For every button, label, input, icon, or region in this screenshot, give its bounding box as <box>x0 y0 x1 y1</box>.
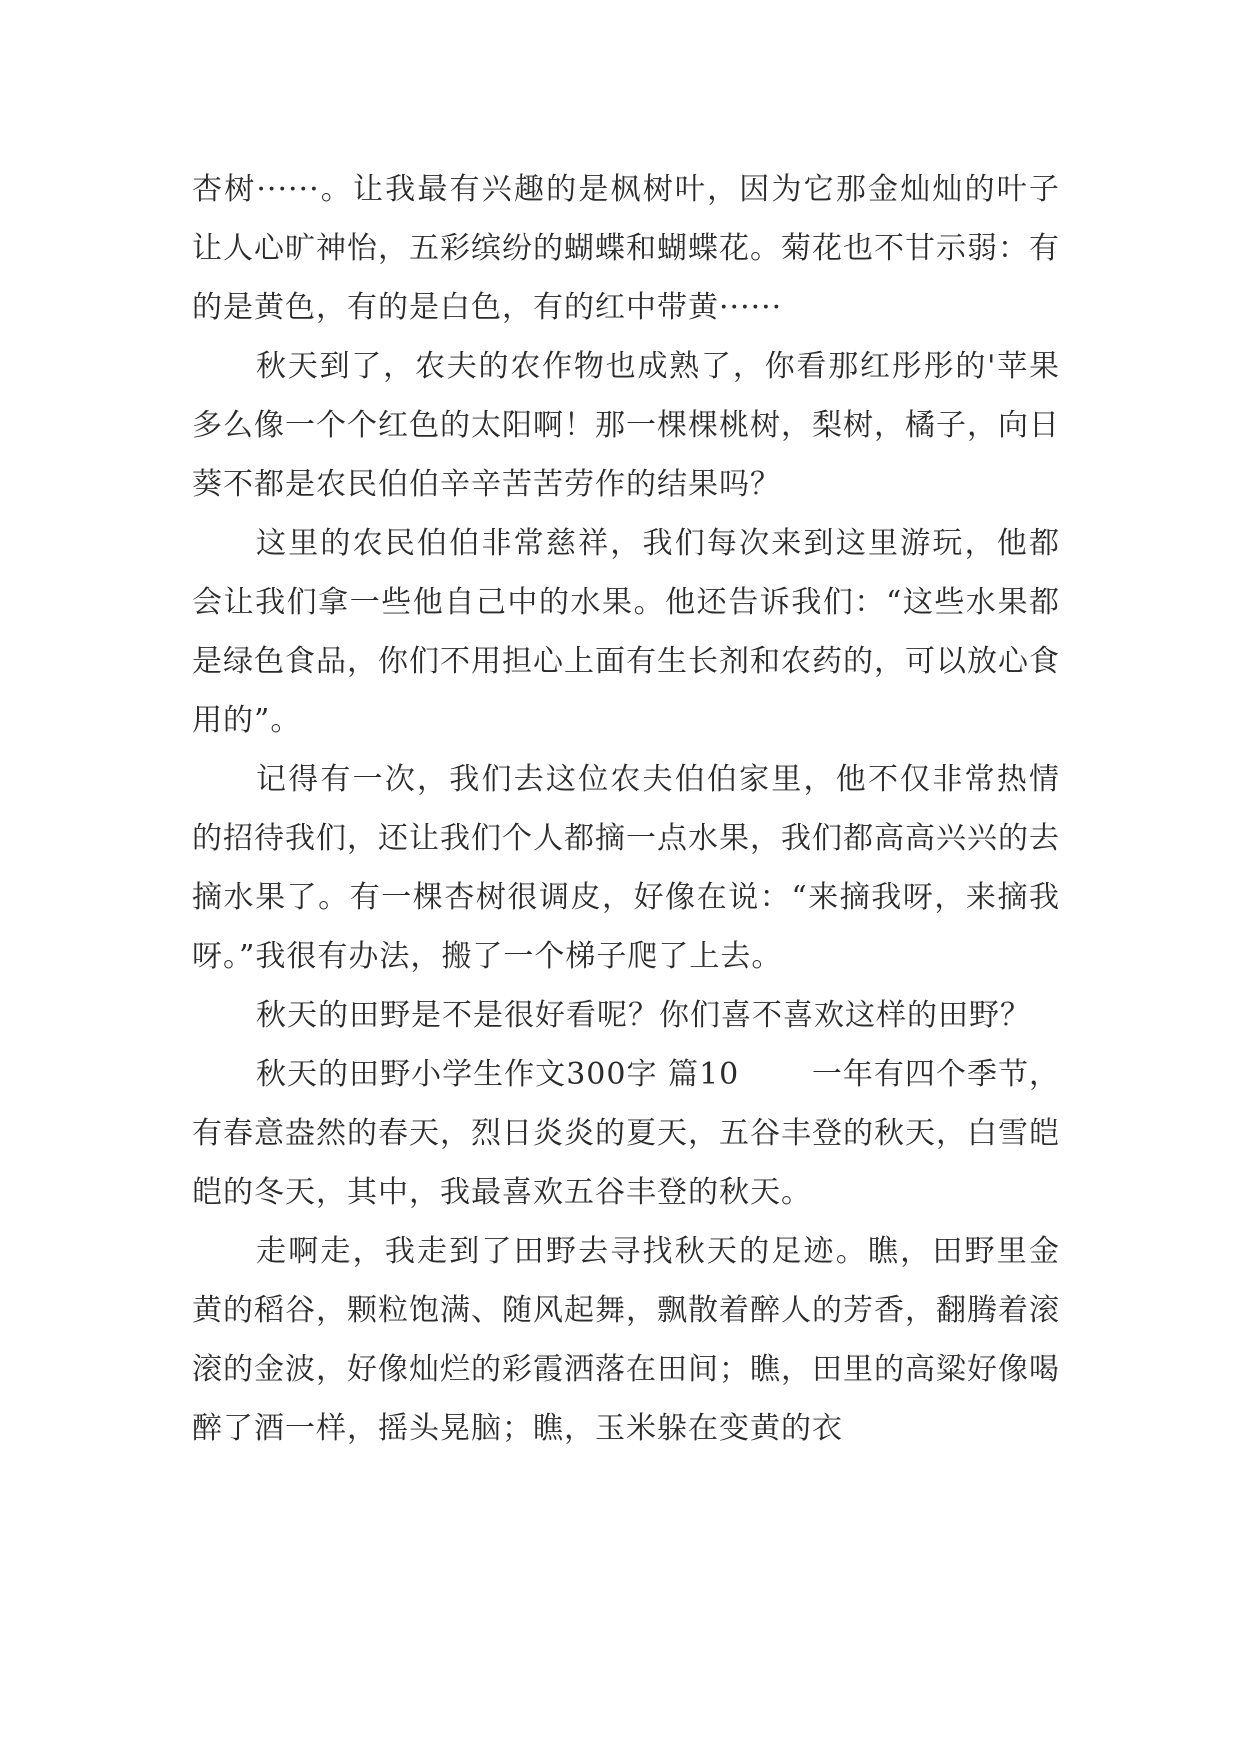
paragraph-field-walk: 走啊走，我走到了田野去寻找秋天的足迹。瞧，田野里金黄的稻谷，颗粒饱满、随风起舞，飘散着醉人的芳香，翻腾着滚滚的金波，好像灿烂的彩霞洒落在田间；瞧，田里的高粱好像喝醉了酒一样，摇头晃脑；瞧，玉米躲在变黄的衣 <box>192 1234 1060 1446</box>
paragraph-picking-fruit: 记得有一次，我们去这位农夫伯伯家里，他不仅非常热情的招待我们，还让我们个人都摘一点水果，我们都高高兴兴的去摘水果了。有一棵杏树很调皮，好像在说：“来摘我呀，来摘我呀。”我很有办法，搬了一个梯子爬了上去。 <box>192 762 1060 974</box>
essay-body <box>192 160 1060 1458</box>
paragraph-ginkgo-maple: 杏树······。让我最有兴趣的是枫树叶，因为它那金灿灿的叶子让人心旷神怡，五彩缤纷的蝴蝶和蝴蝶花。菊花也不甘示弱：有的是黄色，有的是白色，有的红中带黄······ <box>192 172 1060 325</box>
paragraph-farmer-kindness: 这里的农民伯伯非常慈祥，我们每次来到这里游玩，他都会让我们拿一些他自己中的水果。他还告诉我们：“这些水果都是绿色食品，你们不用担心上面有生长剂和农药的，可以放心食用的”。 <box>192 526 1060 738</box>
paragraph-essay-10-intro: 秋天的田野小学生作文300字 篇10 一年有四个季节，有春意盎然的春天，烈日炎炎的夏天，五谷丰登的秋天，白雪皑皑的冬天，其中，我最喜欢五谷丰登的秋天。 <box>192 1057 1060 1210</box>
paragraph-question: 秋天的田野是不是很好看呢？你们喜不喜欢这样的田野？ <box>256 998 1031 1033</box>
paragraph-harvest-crops: 秋天到了，农夫的农作物也成熟了，你看那红彤彤的'苹果多么像一个个红色的太阳啊！那一棵棵桃树，梨树，橘子，向日葵不都是农民伯伯辛辛苦苦劳作的结果吗？ <box>192 349 1060 502</box>
